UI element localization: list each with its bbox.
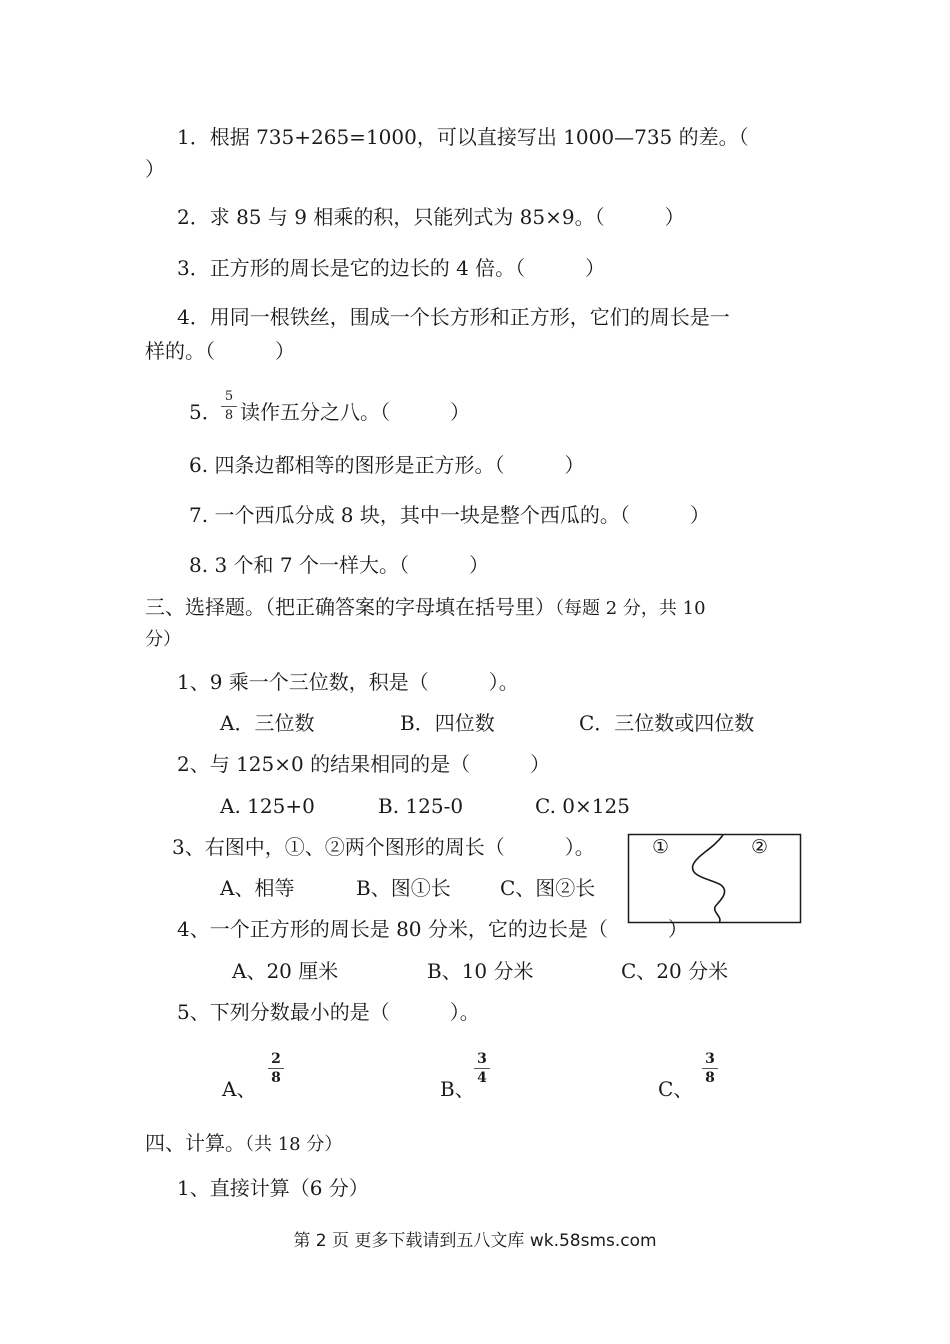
choice-q5-option-b-label: B、 [440, 1077, 475, 1101]
choice-q2-option-b: B. 125-0 [378, 794, 464, 818]
perimeter-figure [627, 833, 803, 925]
choice-q4-option-b: B、10 分米 [427, 959, 534, 983]
fraction-bar [268, 1068, 284, 1069]
section3-score-line2: 分） [145, 629, 181, 650]
judge-q2: 2．求 85 与 9 相乘的积，只能列式为 85×9。（ ） [177, 205, 685, 229]
choice-q1-option-b: B．四位数 [400, 711, 495, 735]
judge-q1-line1: 1．根据 735+265=1000，可以直接写出 1000—735 的差。（ [177, 125, 749, 149]
judge-q5-fraction [221, 390, 237, 423]
choice-q3-option-a: A、相等 [220, 876, 295, 900]
section4-title-text: 四、计算。 [145, 1131, 245, 1155]
section4-sub1: 1、直接计算（6 分） [177, 1176, 369, 1200]
choice-q5: 5、下列分数最小的是（ ）。 [177, 1000, 480, 1024]
choice-q1-option-a: A．三位数 [220, 711, 315, 735]
choice-q3: 3、右图中，①、②两个图形的周长（ ）。 [172, 835, 595, 859]
fraction-denominator: 8 [705, 1070, 715, 1086]
fraction-numerator: 5 [224, 389, 234, 404]
choice-q5-option-b-fraction [474, 1052, 490, 1085]
section4-score: （共 18 分） [245, 1134, 343, 1155]
fraction-bar [702, 1068, 718, 1069]
choice-q5-option-c-fraction [702, 1052, 718, 1085]
figure-curve-divider [693, 835, 725, 923]
choice-q1-option-c: C．三位数或四位数 [579, 711, 755, 735]
choice-q2: 2、与 125×0 的结果相同的是（ ） [177, 752, 551, 776]
judge-q7: 7. 一个西瓜分成 8 块，其中一块是整个西瓜的。（ ） [189, 503, 710, 527]
fraction-denominator: 8 [271, 1070, 281, 1086]
fraction-denominator: 4 [477, 1070, 487, 1086]
choice-q4: 4、一个正方形的周长是 80 分米，它的边长是（ ） [177, 917, 688, 941]
judge-q1-line2: ） [145, 157, 165, 181]
fraction-numerator: 3 [477, 1051, 487, 1067]
choice-q5-option-a-label: A、 [222, 1077, 257, 1101]
figure-label-2: ② [751, 836, 769, 858]
section3-title [145, 595, 706, 621]
choice-q2-option-a: A. 125+0 [220, 794, 315, 818]
choice-q1: 1、9 乘一个三位数，积是（ ）。 [177, 670, 519, 694]
fraction-bar [474, 1068, 490, 1069]
section4-title [145, 1131, 342, 1157]
choice-q4-option-c: C、20 分米 [621, 959, 729, 983]
choice-q3-option-b: B、图①长 [356, 876, 451, 900]
fraction-numerator: 3 [705, 1051, 715, 1067]
choice-q5-option-c-label: C、 [658, 1077, 694, 1101]
section3-score-line1: （每题 2 分，共 10 [555, 598, 706, 619]
fraction-denominator: 8 [224, 408, 234, 423]
figure-label-1: ① [652, 836, 670, 858]
choice-q5-option-a-fraction [268, 1052, 284, 1085]
judge-q4-line1: 4．用同一根铁丝，围成一个长方形和正方形，它们的周长是一 [177, 305, 730, 329]
fraction-numerator: 2 [271, 1051, 281, 1067]
judge-q5-prefix: 5． [189, 400, 222, 424]
choice-q4-option-a: A、20 厘米 [232, 959, 339, 983]
judge-q3: 3．正方形的周长是它的边长的 4 倍。（ ） [177, 256, 606, 280]
fraction-bar [221, 406, 237, 407]
judge-q4-line2: 样的。（ ） [145, 339, 295, 363]
choice-q3-option-c: C、图②长 [500, 876, 596, 900]
judge-q5-text: 读作五分之八。（ ） [240, 400, 470, 424]
judge-q8: 8. 3 个和 7 个一样大。（ ） [189, 553, 489, 577]
judge-q6: 6. 四条边都相等的图形是正方形。（ ） [189, 453, 585, 477]
page-footer: 第 2 页 更多下载请到五八文库 wk.58sms.com [293, 1231, 657, 1251]
section3-title-text: 三、选择题。（把正确答案的字母填在括号里） [145, 595, 555, 619]
choice-q2-option-c: C. 0×125 [535, 794, 630, 818]
